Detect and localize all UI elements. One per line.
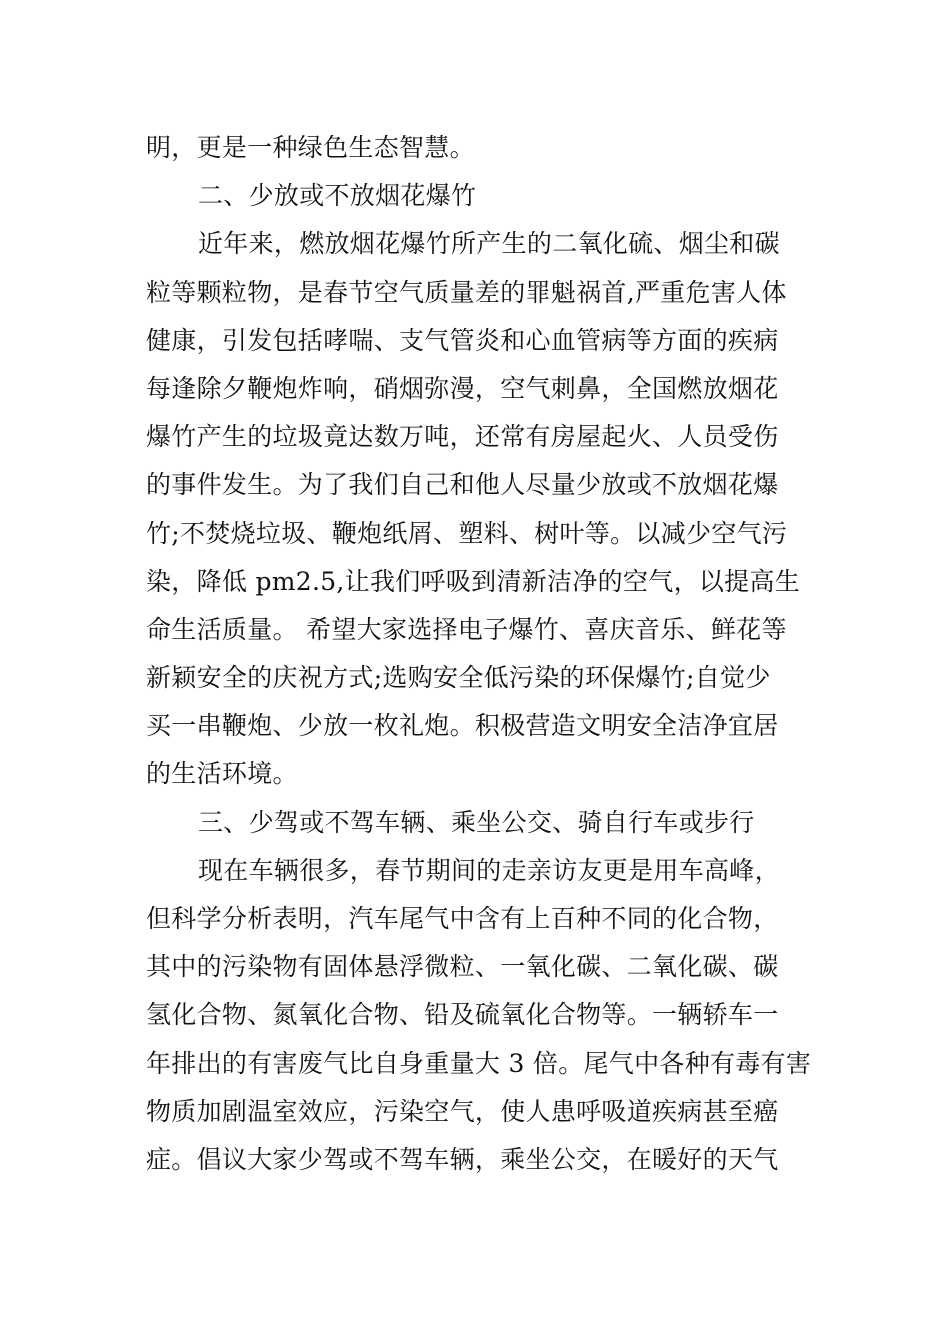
text-line: 命生活质量。 希望大家选择电子爆竹、喜庆音乐、鲜花等 xyxy=(146,614,787,644)
section-heading-2: 二、少放或不放烟花爆竹 xyxy=(198,181,477,211)
text-line: 但科学分析表明，汽车尾气中含有上百种不同的化合物， xyxy=(146,904,779,933)
text-line: 新颖安全的庆祝方式;选购安全低污染的环保爆竹;自觉少 xyxy=(146,663,771,693)
text-line: 物质加剧温室效应，污染空气，使人患呼吸道疾病甚至癌 xyxy=(146,1096,779,1126)
section-heading-3: 三、少驾或不驾车辆、乘坐公交、骑自行车或步行 xyxy=(198,807,755,837)
text-line: 的生活环境。 xyxy=(146,759,298,789)
text-line: 每逢除夕鞭炮炸响，硝烟弥漫，空气刺鼻，全国燃放烟花 xyxy=(146,373,779,403)
text-line: 明，更是一种绿色生态智慧。 xyxy=(146,133,475,162)
text-line: 买一串鞭炮、少放一枚礼炮。积极营造文明安全洁净宜居 xyxy=(146,711,779,741)
text-line: 近年来，燃放烟花爆竹所产生的二氧化硫、烟尘和碳 xyxy=(198,229,780,259)
text-line: 健康，引发包括哮喘、支气管炎和心血管病等方面的疾病 xyxy=(146,325,779,355)
text-line: 氢化合物、氮氧化合物、铅及硫氧化合物等。一辆轿车一 xyxy=(146,1000,779,1030)
text-line: 年排出的有害废气比自身重量大 3 倍。尾气中各种有毒有害 xyxy=(146,1048,812,1078)
text-line: 其中的污染物有固体悬浮微粒、一氧化碳、二氧化碳、碳 xyxy=(146,952,779,982)
text-line: 染，降低 pm2.5,让我们呼吸到清新洁净的空气，以提高生 xyxy=(146,566,801,596)
text-line: 症。倡议大家少驾或不驾车辆，乘坐公交，在暖好的天气 xyxy=(146,1144,779,1174)
text-line: 的事件发生。为了我们自己和他人尽量少放或不放烟花爆 xyxy=(146,470,779,500)
text-line: 爆竹产生的垃圾竟达数万吨，还常有房屋起火、人员受伤 xyxy=(146,422,779,452)
text-line: 现在车辆很多，春节期间的走亲访友更是用车高峰， xyxy=(198,855,780,885)
body-text xyxy=(146,124,812,1184)
text-line: 竹;不焚烧垃圾、鞭炮纸屑、塑料、树叶等。以减少空气污 xyxy=(146,518,788,548)
text-line: 粒等颗粒物，是春节空气质量差的罪魁祸首,严重危害人体 xyxy=(146,277,787,307)
